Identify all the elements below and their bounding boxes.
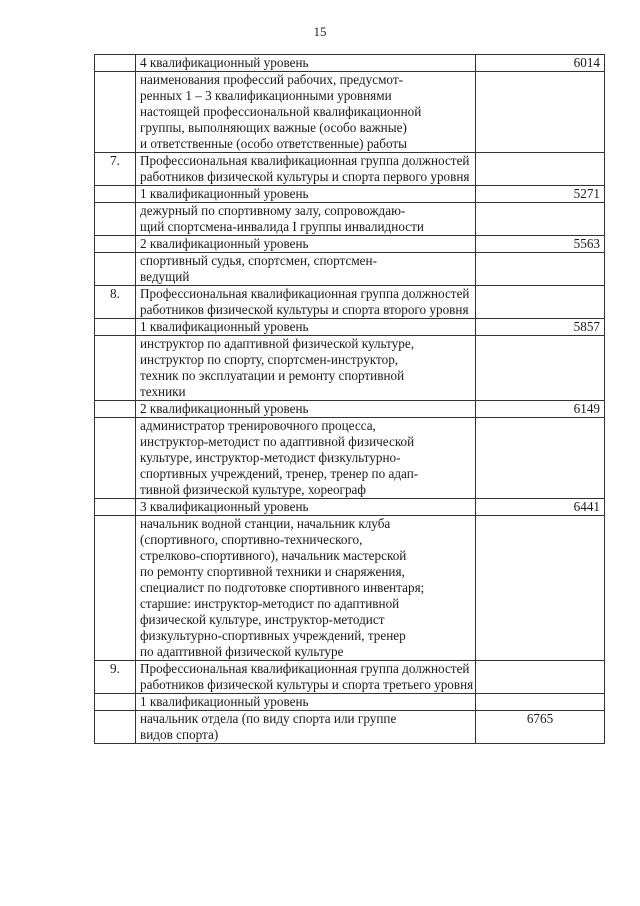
row-salary-amount — [476, 661, 605, 694]
table-row — [95, 711, 605, 744]
row-description — [136, 153, 476, 186]
table-row — [95, 401, 605, 418]
table-row — [95, 236, 605, 253]
description-line: начальник водной станции, начальник клуба — [140, 516, 391, 531]
row-description — [136, 694, 476, 711]
row-number — [95, 401, 136, 418]
description-line: 3 квалификационный уровень — [140, 499, 309, 514]
row-number: 8. — [95, 286, 136, 319]
description-line: старшие: инструктор-методист по адаптивной — [140, 596, 400, 611]
description-line: щий спортсмена-инвалида I группы инвалидности — [140, 219, 424, 234]
page-number: 15 — [313, 24, 327, 39]
description-line: культуре, инструктор-методист физкультурно- — [140, 450, 401, 465]
description-line: работников физической культуры и спорта третьего уровня — [140, 677, 474, 692]
description-line: наименования профессий рабочих, предусмот- — [140, 72, 403, 87]
description-line: видов спорта) — [140, 727, 219, 742]
description-line: администратор тренировочного процесса, — [140, 418, 376, 433]
description-line: стрелково-спортивного), начальник мастерской — [140, 548, 407, 563]
row-salary-amount: 6765 — [476, 711, 605, 744]
table-row — [95, 153, 605, 186]
description-line: техник по эксплуатации и ремонту спортивной — [140, 368, 405, 383]
row-description — [136, 186, 476, 203]
table-row — [95, 286, 605, 319]
description-line: работников физической культуры и спорта второго уровня — [140, 302, 469, 317]
row-number — [95, 55, 136, 72]
row-salary-amount — [476, 253, 605, 286]
row-number — [95, 711, 136, 744]
row-salary-amount: 6149 — [476, 401, 605, 418]
row-salary-amount: 6441 — [476, 499, 605, 516]
row-salary-amount: 6014 — [476, 55, 605, 72]
row-description — [136, 203, 476, 236]
description-line: тивной физической культуре, хореограф — [140, 482, 366, 497]
row-salary-amount — [476, 286, 605, 319]
description-line: и ответственные (особо ответственные) работы — [140, 136, 408, 151]
row-number — [95, 186, 136, 203]
table-row — [95, 55, 605, 72]
description-line: дежурный по спортивному залу, сопровождаю- — [140, 203, 406, 218]
table-row — [95, 253, 605, 286]
table-row — [95, 72, 605, 153]
description-line: инструктор-методист по адаптивной физической — [140, 434, 415, 449]
row-salary-amount — [476, 694, 605, 711]
table-row — [95, 186, 605, 203]
description-line: по адаптивной физической культуре — [140, 644, 344, 659]
row-number — [95, 516, 136, 661]
description-line: инструктор по адаптивной физической культуре, — [140, 336, 414, 351]
row-description — [136, 286, 476, 319]
description-line: ведущий — [140, 269, 190, 284]
row-salary-amount: 5563 — [476, 236, 605, 253]
row-salary-amount — [476, 336, 605, 401]
description-line: (спортивного, спортивно-технического, — [140, 532, 363, 547]
salary-table-body — [95, 55, 605, 744]
description-line: физической культуре, инструктор-методист — [140, 612, 385, 627]
description-line: специалист по подготовке спортивного инвентаря; — [140, 580, 425, 595]
table-row — [95, 661, 605, 694]
row-description — [136, 72, 476, 153]
description-line: спортивный судья, спортсмен, спортсмен- — [140, 253, 377, 268]
row-salary-amount — [476, 72, 605, 153]
row-description — [136, 319, 476, 336]
row-salary-amount: 5857 — [476, 319, 605, 336]
row-number — [95, 203, 136, 236]
table-row — [95, 499, 605, 516]
row-description — [136, 499, 476, 516]
description-line: Профессиональная квалификационная группа должностей — [140, 286, 470, 301]
table-row — [95, 694, 605, 711]
description-line: ренных 1 – 3 квалификационными уровнями — [140, 88, 392, 103]
row-number — [95, 336, 136, 401]
row-description — [136, 55, 476, 72]
row-number: 7. — [95, 153, 136, 186]
table-row — [95, 319, 605, 336]
table-row — [95, 516, 605, 661]
row-number — [95, 694, 136, 711]
row-number: 9. — [95, 661, 136, 694]
description-line: 2 квалификационный уровень — [140, 236, 309, 251]
salary-table — [94, 54, 605, 744]
description-line: 2 квалификационный уровень — [140, 401, 309, 416]
description-line: техники — [140, 384, 186, 399]
table-row — [95, 203, 605, 236]
table-row — [95, 418, 605, 499]
row-description — [136, 236, 476, 253]
description-line: по ремонту спортивной техники и снаряжения, — [140, 564, 405, 579]
row-number — [95, 319, 136, 336]
description-line: физкультурно-спортивных учреждений, тренер — [140, 628, 406, 643]
description-line: спортивных учреждений, тренер, тренер по адап- — [140, 466, 419, 481]
description-line: Профессиональная квалификационная группа должностей — [140, 153, 470, 168]
table-row — [95, 336, 605, 401]
row-number — [95, 418, 136, 499]
description-line: группы, выполняющих важные (особо важные) — [140, 120, 407, 135]
row-salary-amount — [476, 153, 605, 186]
row-salary-amount — [476, 203, 605, 236]
description-line: 1 квалификационный уровень — [140, 186, 309, 201]
description-line: инструктор по спорту, спортсмен-инструктор, — [140, 352, 399, 367]
description-line: настоящей профессиональной квалификационной — [140, 104, 422, 119]
description-line: Профессиональная квалификационная группа должностей — [140, 661, 470, 676]
description-line: работников физической культуры и спорта первого уровня — [140, 169, 470, 184]
row-description — [136, 711, 476, 744]
row-description — [136, 336, 476, 401]
row-number — [95, 72, 136, 153]
description-line: 1 квалификационный уровень — [140, 694, 309, 709]
description-line: начальник отдела (по виду спорта или группе — [140, 711, 397, 726]
row-number — [95, 499, 136, 516]
description-line: 4 квалификационный уровень — [140, 55, 309, 70]
row-description — [136, 401, 476, 418]
row-number — [95, 253, 136, 286]
row-salary-amount: 5271 — [476, 186, 605, 203]
row-description — [136, 418, 476, 499]
row-description — [136, 516, 476, 661]
row-number — [95, 236, 136, 253]
row-description — [136, 661, 476, 694]
row-salary-amount — [476, 516, 605, 661]
description-line: 1 квалификационный уровень — [140, 319, 309, 334]
row-description — [136, 253, 476, 286]
row-salary-amount — [476, 418, 605, 499]
